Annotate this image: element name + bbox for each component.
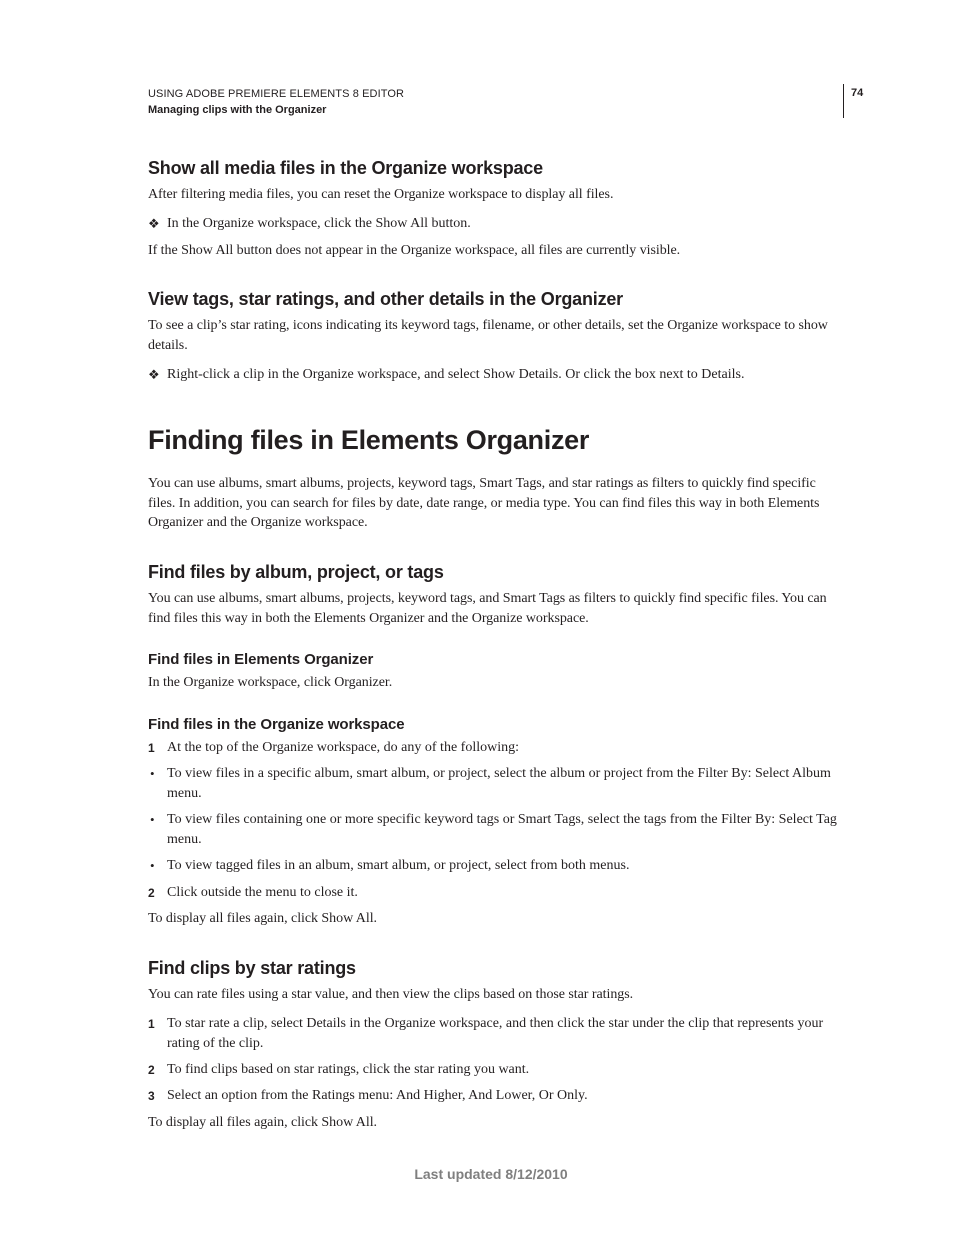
step-text: Select an option from the Ratings menu: And Higher, And Lower, Or Only. (167, 1088, 588, 1103)
page-number: 74 (851, 87, 864, 99)
bullet-icon: • (150, 858, 155, 873)
step-text: Right-click a clip in the Organize workspace, and select Show Details. Or click the box next to Details. (167, 367, 745, 382)
running-header-subtitle: Managing clips with the Organizer (148, 104, 327, 116)
step-text: Click outside the menu to close it. (167, 885, 358, 900)
paragraph: You can use albums, smart albums, projects, keyword tags, Smart Tags, and star ratings as filters to quickly find specific files. In addition, you can search for files by date, date range, or media type. You can find files this way in both Elements Organizer and the Organize workspace. (148, 476, 820, 531)
step-number: 1 (148, 1017, 155, 1031)
paragraph: After filtering media files, you can reset the Organize workspace to display all files. (148, 187, 614, 202)
section-heading-star-ratings: Find clips by star ratings (148, 958, 356, 978)
footer-last-updated: Last updated 8/12/2010 (414, 1166, 568, 1182)
running-header-title: USING ADOBE PREMIERE ELEMENTS 8 EDITOR (148, 88, 405, 100)
subsection-heading-elements-organizer: Find files in Elements Organizer (148, 651, 374, 668)
bullet-icon: • (150, 766, 155, 781)
section-heading-view-tags: View tags, star ratings, and other details in the Organizer (148, 289, 623, 309)
paragraph: To display all files again, click Show All. (148, 1115, 378, 1130)
step-number: 3 (148, 1089, 155, 1103)
paragraph: You can use albums, smart albums, projects, keyword tags, and Smart Tags as filters to quickly find specific files. You can find files this way in both the Elements Organizer and the Organize workspace. (148, 591, 827, 626)
step-text: At the top of the Organize workspace, do any of the following: (167, 740, 519, 755)
section-heading-show-all: Show all media files in the Organize workspace (148, 158, 543, 178)
step-marker-icon: ❖ (148, 216, 160, 231)
paragraph: If the Show All button does not appear in the Organize workspace, all files are currently visible. (148, 243, 681, 258)
step-number: 1 (148, 741, 155, 755)
paragraph: To see a clip’s star rating, icons indicating its keyword tags, filename, or other details, set the Organize workspace to show details. (148, 318, 828, 353)
bullet-text: To view files containing one or more specific keyword tags or Smart Tags, select the tags from the Filter By: Select Tag menu. (167, 812, 837, 847)
step-text: To star rate a clip, select Details in the Organize workspace, and then click the star under the clip that represents your rating of the clip. (167, 1016, 824, 1051)
step-text: In the Organize workspace, click the Show All button. (167, 216, 471, 231)
subsection-heading-organize-workspace: Find files in the Organize workspace (148, 716, 405, 733)
bullet-text: To view tagged files in an album, smart album, or project, select from both menus. (167, 858, 630, 873)
section-heading-find-by-album: Find files by album, project, or tags (148, 562, 444, 582)
header-divider (843, 84, 844, 118)
paragraph: To display all files again, click Show All. (148, 911, 378, 926)
step-number: 2 (148, 1063, 155, 1077)
step-marker-icon: ❖ (148, 367, 160, 382)
paragraph: You can rate files using a star value, and then view the clips based on those star ratings. (148, 987, 634, 1002)
paragraph: In the Organize workspace, click Organizer. (148, 675, 393, 690)
step-number: 2 (148, 886, 155, 900)
bullet-text: To view files in a specific album, smart album, or project, select the album or project from the Filter By: Select Album menu. (167, 766, 831, 801)
bullet-icon: • (150, 812, 155, 827)
chapter-heading-finding-files: Finding files in Elements Organizer (148, 425, 590, 455)
step-text: To find clips based on star ratings, click the star rating you want. (167, 1062, 530, 1077)
